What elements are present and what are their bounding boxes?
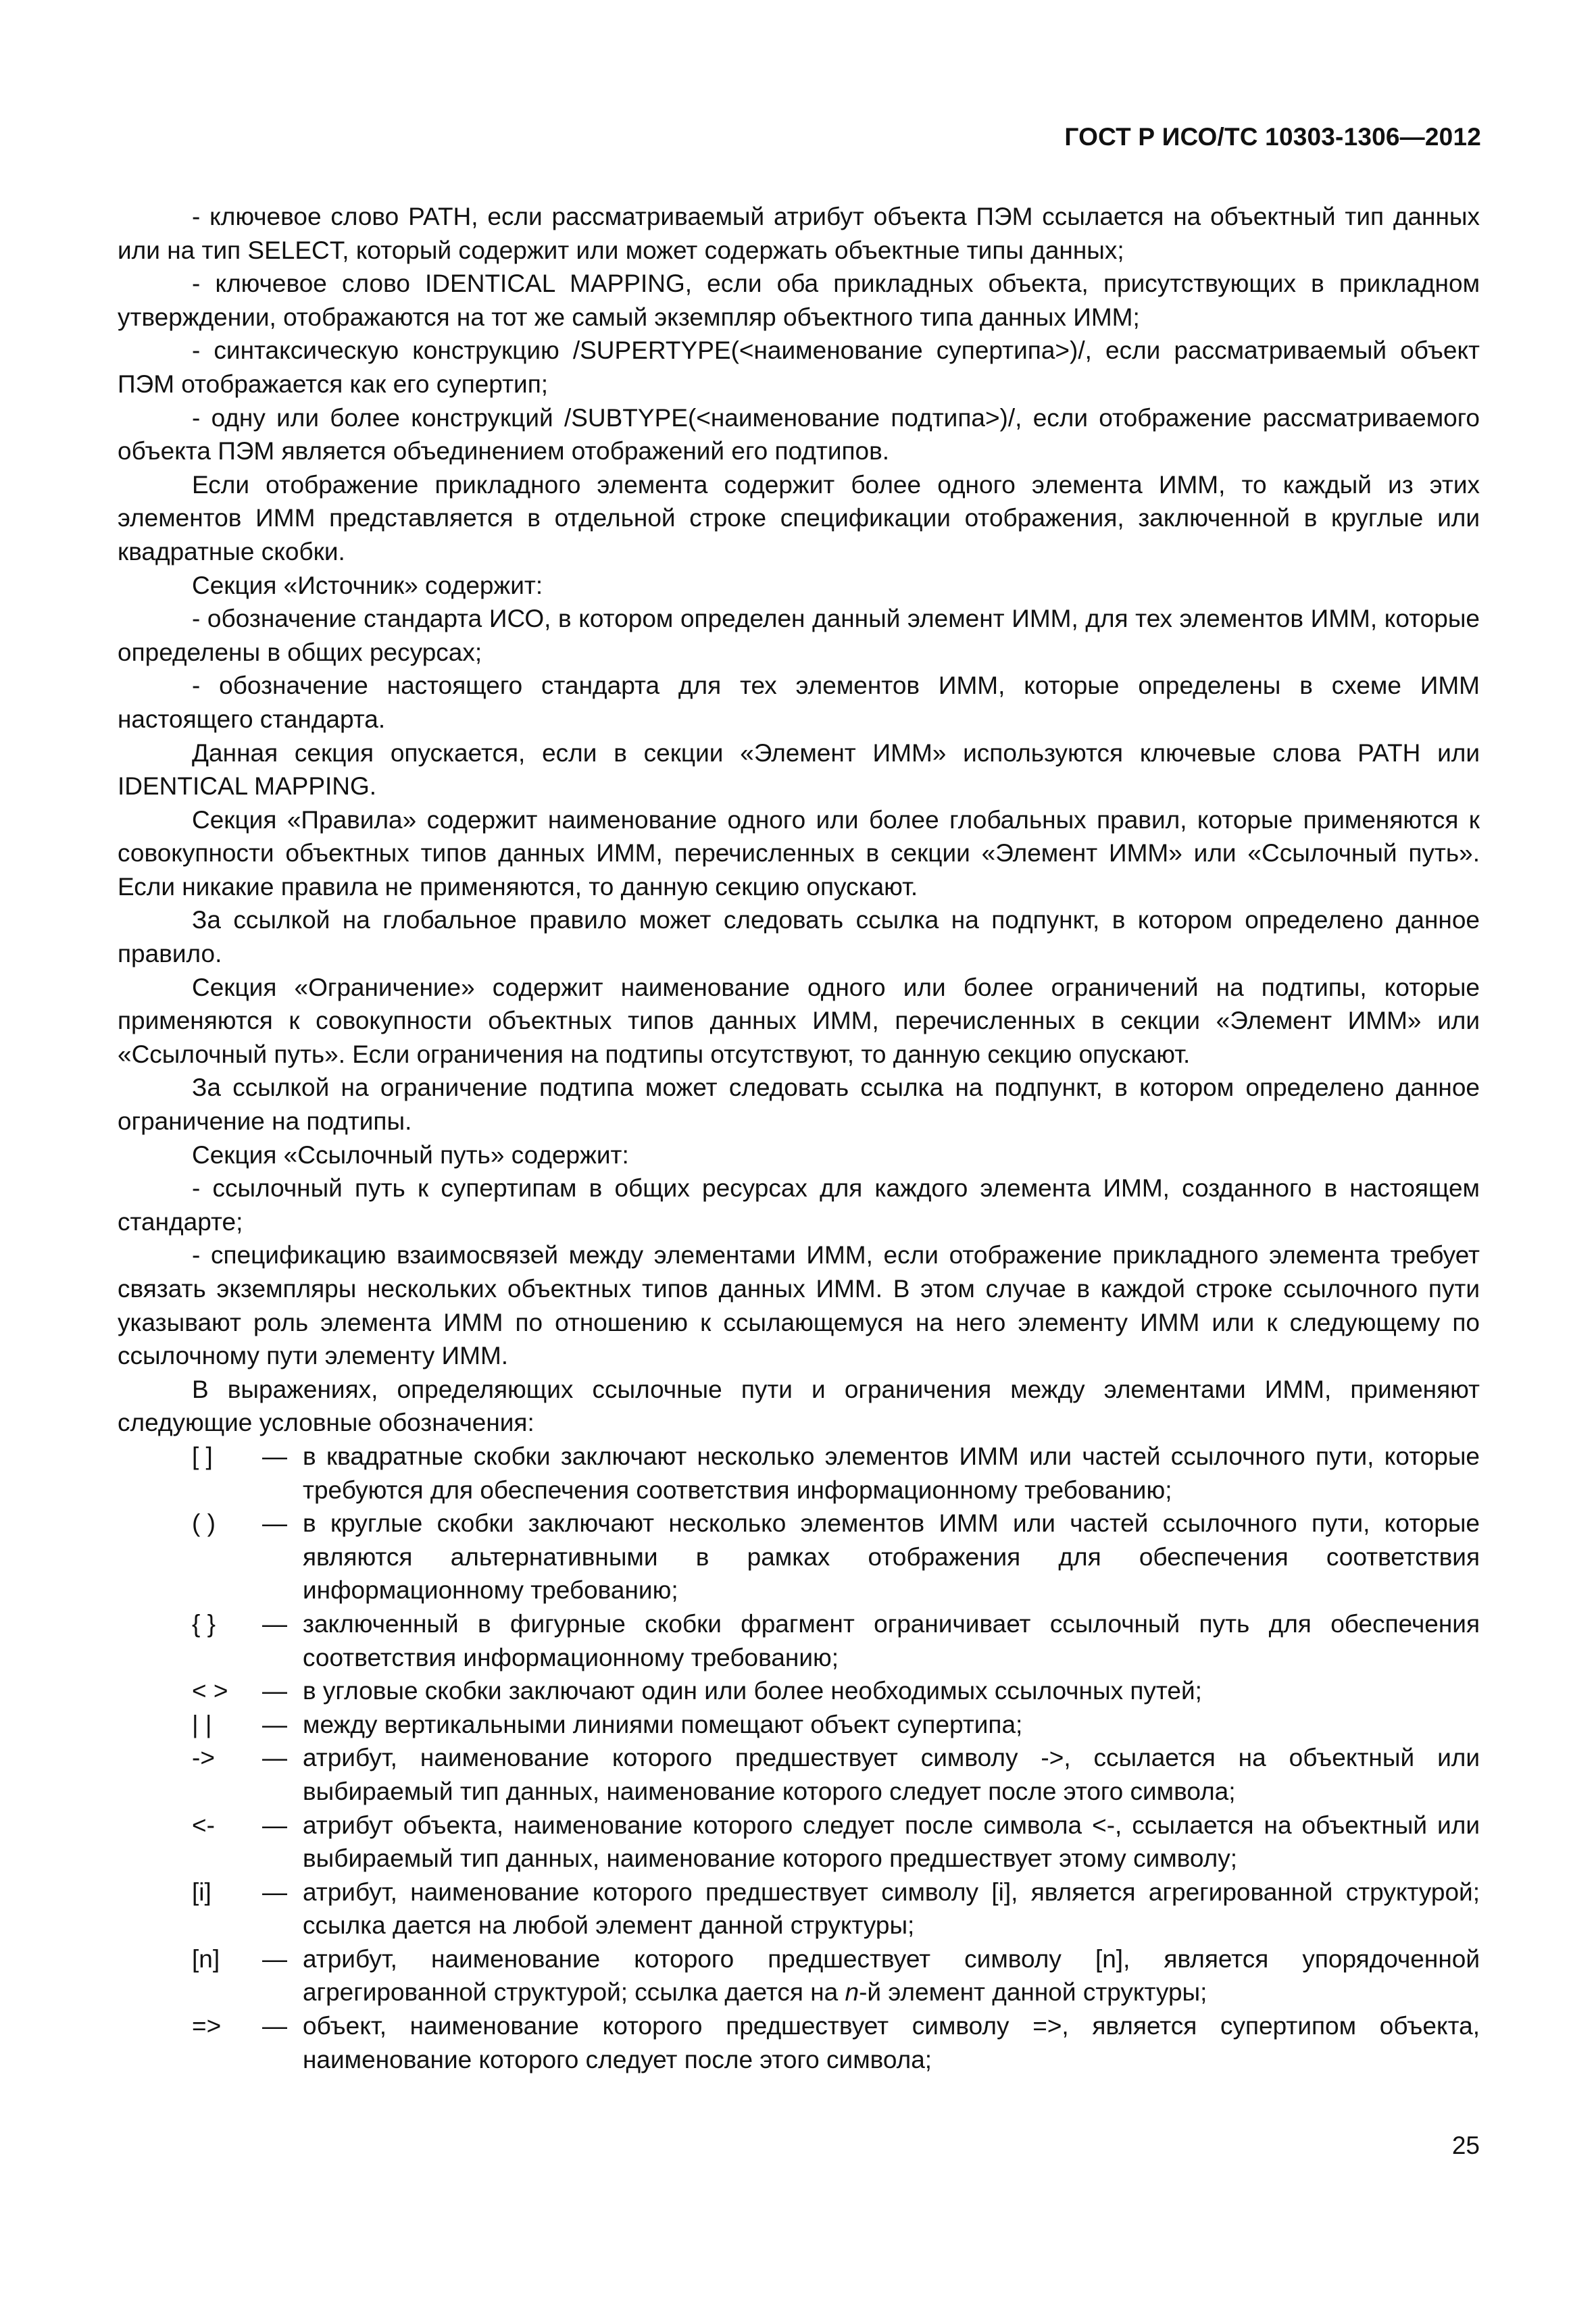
notation-text-italic: n [845, 1978, 859, 2007]
notation-text: атрибут объекта, наименование которого следует после символа <-, ссылается на объектный или выбираемый тип данных, наименование которого предшествует этому символу; [303, 1811, 1480, 1873]
paragraph: Секция «Источник» содержит: [192, 571, 543, 599]
paragraph: - одну или более конструкций /SUBTYPE(<наименование подтипа>)/, если отображение рассматриваемого объекта ПЭМ является объединением отображений его подтипов. [118, 403, 1480, 466]
notation-dash: — [262, 1609, 287, 1638]
notation-text: между вертикальными линиями помещают объект супертипа; [303, 1710, 1023, 1738]
notation-item [118, 1440, 1480, 1507]
paragraph: За ссылкой на глобальное правило может следовать ссылка на подпункт, в котором определено данное правило. [118, 906, 1480, 968]
notation-item [118, 1674, 1480, 1708]
notation-dash: — [262, 1811, 287, 1839]
notation-item [118, 1942, 1480, 2009]
notation-text: атрибут, наименование которого предшествует символу [i], является агрегированной структурой; ссылка дается на любой элемент данной структуры; [303, 1878, 1480, 1940]
notation-item [118, 2009, 1480, 2076]
notation-dash: — [262, 1509, 287, 1538]
notation-dash: — [262, 1944, 287, 1973]
notation-item [118, 1876, 1480, 1942]
notation-item [118, 1607, 1480, 1674]
notation-item [118, 1809, 1480, 1876]
notation-text [303, 1942, 1480, 2009]
document-body [118, 200, 1480, 2076]
paragraph: - спецификацию взаимосвязей между элементами ИММ, если отображение прикладного элемента требует связать экземпляры нескольких объектных типов данных ИММ. В этом случае в каждой строке ссылочного пути указывают роль элемента ИММ по отношению к ссылающемуся на него элементу ИММ или к следующему по ссылочному пути элементу ИММ. [118, 1241, 1480, 1370]
notation-text-part: атрибут, наименование которого предшествует символу [n], является упорядоченной агрегированной структурой; ссылка дается на [303, 1944, 1480, 2007]
notation-text: в угловые скобки заключают один или более необходимых ссылочных путей; [303, 1677, 1202, 1705]
notation-item [118, 1708, 1480, 1742]
notation-text: объект, наименование которого предшествует символу =>, является супертипом объекта, наименование которого следует после этого символа; [303, 2012, 1480, 2073]
paragraph: Секция «Ссылочный путь» содержит: [192, 1140, 629, 1169]
paragraph: В выражениях, определяющих ссылочные пути и ограничения между элементами ИММ, применяют следующие условные обозначения: [118, 1375, 1480, 1437]
notation-symbol: { } [192, 1609, 216, 1638]
notation-symbol: [n] [192, 1944, 220, 1973]
paragraph: За ссылкой на ограничение подтипа может следовать ссылка на подпункт, в котором определено данное ограничение на подтипы. [118, 1074, 1480, 1136]
notation-dash: — [262, 1442, 287, 1470]
notation-dash: — [262, 2012, 287, 2040]
paragraph: - синтаксическую конструкцию /SUPERTYPE(<наименование супертипа>)/, если рассматриваемый объект ПЭМ отображается как его супертип; [118, 336, 1480, 398]
paragraph: - ссылочный путь к супертипам в общих ресурсах для каждого элемента ИММ, созданного в настоящем стандарте; [118, 1174, 1480, 1236]
notation-text: в квадратные скобки заключают несколько элементов ИММ или частей ссылочного пути, которые требуются для обеспечения соответствия информационному требованию; [303, 1442, 1480, 1504]
notation-item [118, 1507, 1480, 1607]
notation-text-part: -й элемент данной структуры; [859, 1978, 1207, 2007]
notation-symbol: -> [192, 1744, 215, 1772]
notation-dash: — [262, 1710, 287, 1738]
notation-item [118, 1741, 1480, 1808]
notation-dash: — [262, 1677, 287, 1705]
notation-list [118, 1440, 1480, 2076]
notation-text: атрибут, наименование которого предшествует символу ->, ссылается на объектный или выбираемый тип данных, наименование которого следует после этого символа; [303, 1744, 1480, 1805]
paragraph: - ключевое слово IDENTICAL MAPPING, если оба прикладных объекта, присутствующих в прикладном утверждении, отображаются на тот же самый экземпляр объектного типа данных ИММ; [118, 270, 1480, 331]
paragraph: - обозначение настоящего стандарта для тех элементов ИММ, которые определены в схеме ИММ настоящего стандарта. [118, 672, 1480, 733]
paragraph: Секция «Ограничение» содержит наименование одного или более ограничений на подтипы, которые применяются к совокупности объектных типов данных ИММ, перечисленных в секции «Элемент ИММ» или «Ссылочный путь». Если ограничения на подтипы отсутствуют, то данную секцию опускают. [118, 973, 1480, 1068]
notation-symbol: <- [192, 1811, 215, 1839]
notation-symbol: ( ) [192, 1509, 216, 1538]
paragraph: - ключевое слово PATH, если рассматриваемый атрибут объекта ПЭМ ссылается на объектный тип данных или на тип SELECT, который содержит или может содержать объектные типы данных; [118, 203, 1480, 264]
paragraph: - обозначение стандарта ИСО, в котором определен данный элемент ИММ, для тех элементов ИММ, которые определены в общих ресурсах; [118, 605, 1480, 666]
notation-symbol: [i] [192, 1878, 211, 1906]
paragraph: Данная секция опускается, если в секции «Элемент ИММ» используются ключевые слова PATH или IDENTICAL MAPPING. [118, 738, 1480, 801]
document-header: ГОСТ Р ИСО/ТС 10303-1306—2012 [1064, 123, 1481, 151]
notation-symbol: => [192, 2012, 222, 2040]
notation-dash: — [262, 1878, 287, 1906]
notation-text: заключенный в фигурные скобки фрагмент ограничивает ссылочный путь для обеспечения соответствия информационному требованию; [303, 1609, 1480, 1671]
notation-text: в круглые скобки заключают несколько элементов ИММ или частей ссылочного пути, которые являются альтернативными в рамках отображения для обеспечения соответствия информационному требованию; [303, 1509, 1480, 1605]
page-number: 25 [1451, 2132, 1480, 2159]
notation-symbol: [ ] [192, 1442, 213, 1470]
notation-symbol: | | [192, 1710, 212, 1738]
paragraph: Если отображение прикладного элемента содержит более одного элемента ИММ, то каждый из этих элементов ИММ представляется в отдельной строке спецификации отображения, заключенной в круглые или квадратные скобки. [118, 470, 1480, 565]
notation-symbol: < > [192, 1677, 228, 1705]
paragraph: Секция «Правила» содержит наименование одного или более глобальных правил, которые применяются к совокупности объектных типов данных ИММ, перечисленных в секции «Элемент ИММ» или «Ссылочный путь». Если никакие правила не применяются, то данную секцию опускают. [118, 805, 1480, 901]
notation-dash: — [262, 1744, 287, 1772]
